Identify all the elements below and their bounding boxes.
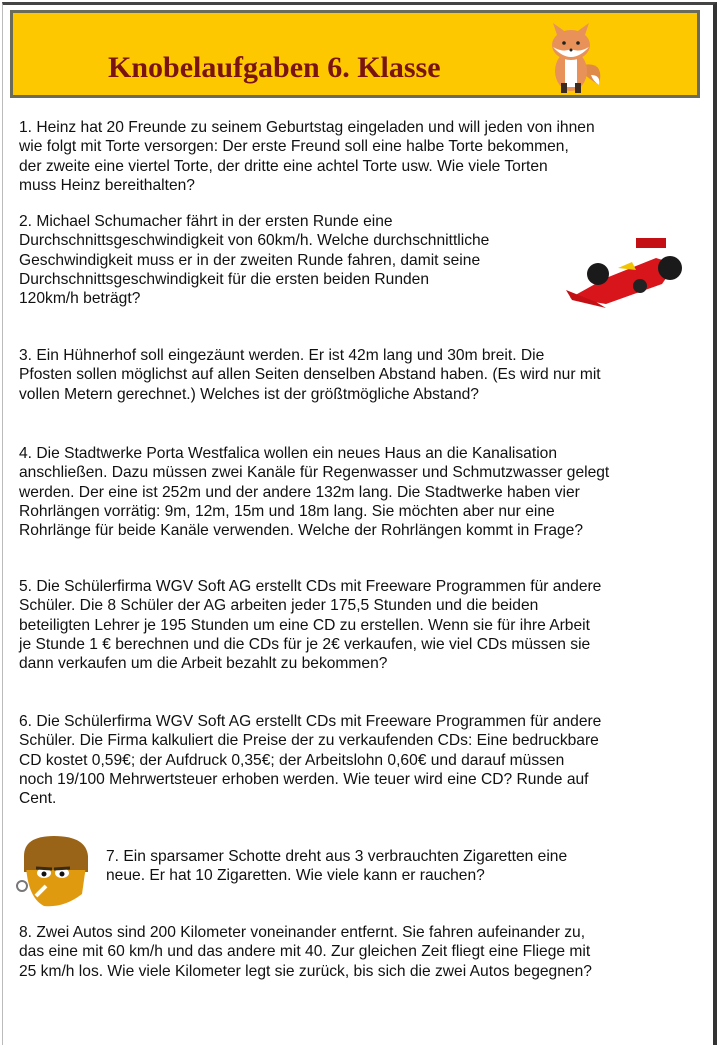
text-line: beteiligten Lehrer je 195 Stunden um eine CD zu erstellen. Wenn sie für ihre Arbeit [19, 616, 590, 634]
text-line: 5. Die Schülerfirma WGV Soft AG erstellt CDs mit Freeware Programmen für andere [19, 578, 602, 595]
problem-6 [19, 712, 601, 808]
title-banner [10, 10, 700, 98]
page-title: Knobelaufgaben 6. Klasse [108, 51, 441, 84]
text-line: vollen Metern gerechnet.) Welches ist der größtmögliche Abstand? [19, 385, 479, 403]
race-car-illustration [566, 228, 690, 308]
text-line: 4. Die Stadtwerke Porta Westfalica wollen ein neues Haus an die Kanalisation [19, 445, 557, 462]
text-line: anschließen. Dazu müssen zwei Kanäle für Regenwasser und Schmutzwasser gelegt [19, 464, 610, 482]
text-line: werden. Der eine ist 252m und der andere 132m lang. Die Stadtwerke haben vier [19, 483, 580, 501]
problem-3 [19, 346, 601, 404]
fox-illustration [539, 13, 609, 95]
text-line: neue. Er hat 10 Zigaretten. Wie viele kann er rauchen? [106, 867, 485, 885]
problem-8 [19, 923, 592, 981]
text-line: der zweite eine viertel Torte, der dritte eine achtel Torte usw. Wie viele Torten [19, 157, 548, 175]
problem-5 [19, 577, 601, 673]
problem-2 [19, 212, 489, 308]
text-line: 3. Ein Hühnerhof soll eingezäunt werden. Er ist 42m lang und 30m breit. Die [19, 347, 545, 364]
text-line: muss Heinz bereithalten? [19, 176, 195, 194]
text-line: 1. Heinz hat 20 Freunde zu seinem Geburtstag eingeladen und will jeden von ihnen [19, 119, 595, 136]
text-line: Durchschnittsgeschwindigkeit von 60km/h. Welche durchschnittliche [19, 232, 490, 250]
text-line: 120km/h beträgt? [19, 290, 141, 308]
text-line: Pfosten sollen möglichst auf allen Seiten denselben Abstand haben. (Es wird nur mit [19, 366, 601, 384]
text-line: 25 km/h los. Wie viele Kilometer legt sie zurück, bis sich die zwei Autos begegnen? [19, 962, 592, 980]
problem-1 [19, 118, 595, 195]
problem-7 [106, 847, 567, 886]
text-line: 6. Die Schülerfirma WGV Soft AG erstellt CDs mit Freeware Programmen für andere [19, 713, 602, 730]
problem-4 [19, 444, 609, 540]
text-line: Rohrlängen vorrätig: 9m, 12m, 15m und 18m lang. Sie möchten aber nur eine [19, 502, 555, 520]
text-line: 2. Michael Schumacher fährt in der ersten Runde eine [19, 213, 393, 230]
text-line: 8. Zwei Autos sind 200 Kilometer voneinander entfernt. Sie fahren aufeinander zu, [19, 924, 586, 941]
text-line: Cent. [19, 790, 57, 808]
text-line: je Stunde 1 € berechnen und die CDs für je 2€ verkaufen, wie viel CDs müssen sie [19, 635, 591, 653]
smoking-face-illustration [14, 836, 96, 908]
text-line: Durchschnittsgeschwindigkeit für die ersten beiden Runden [19, 270, 430, 288]
text-line: wie folgt mit Torte versorgen: Der erste Freund soll eine halbe Torte bekommen, [19, 138, 569, 156]
text-line: Schüler. Die Firma kalkuliert die Preise der zu verkaufenden CDs: Eine bedruckbare [19, 732, 599, 750]
text-line: Geschwindigkeit muss er in der zweiten Runde fahren, damit seine [19, 251, 481, 269]
text-line: das eine mit 60 km/h und das andere mit 40. Zur gleichen Zeit fliegt eine Fliege mit [19, 943, 591, 961]
text-line: CD kostet 0,59€; der Aufdruck 0,35€; der Arbeitslohn 0,60€ und darauf müssen [19, 751, 565, 769]
text-line: Rohrlänge für beide Kanäle verwenden. Welche der Rohrlängen kommt in Frage? [19, 522, 584, 540]
text-line: noch 19/100 Mehrwertsteuer erhoben werden. Wie teuer wird eine CD? Runde auf [19, 770, 589, 788]
text-line: dann verkaufen um die Arbeit bezahlt zu bekommen? [19, 655, 388, 673]
text-line: 7. Ein sparsamer Schotte dreht aus 3 verbrauchten Zigaretten eine [106, 848, 568, 865]
text-line: Schüler. Die 8 Schüler der AG arbeiten jeder 175,5 Stunden und die beiden [19, 597, 539, 615]
